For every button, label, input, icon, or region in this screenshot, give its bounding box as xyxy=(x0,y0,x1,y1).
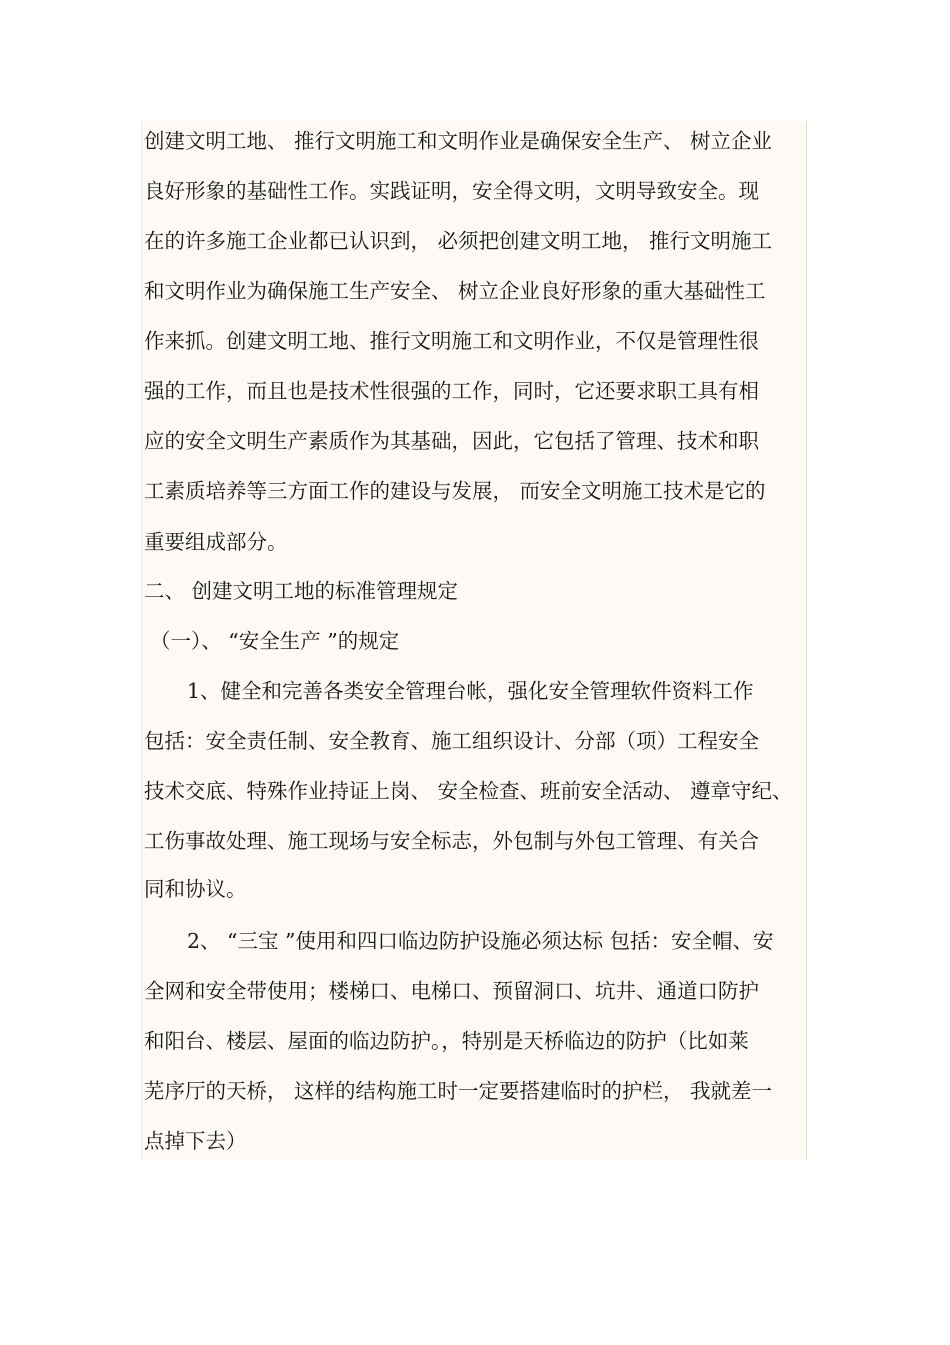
paragraph-line: 点掉下去） xyxy=(144,1129,247,1153)
paragraph-line: 和阳台、楼层、屋面的临边防护。，特别是天桥临边的防护（比如莱 xyxy=(144,1029,749,1053)
section-heading: 二、 创建文明工地的标准管理规定 xyxy=(144,579,459,603)
paragraph-line: 同和协议。 xyxy=(144,877,247,901)
paragraph-line: 强的工作，而且也是技术性很强的工作，同时，它还要求职工具有相 xyxy=(144,379,759,403)
paragraph-line: 包括：安全责任制、安全教育、施工组织设计、分部（项）工程安全 xyxy=(144,729,759,753)
list-item-heading: 1、健全和完善各类安全管理台帐，强化安全管理软件资料工作 xyxy=(187,679,754,703)
paragraph-line: 在的许多施工企业都已认识到， 必须把创建文明工地， 推行文明施工 xyxy=(144,229,773,253)
list-item-heading: 2、 “三宝 ”使用和四口临边防护设施必须达标 包括：安全帽、安 xyxy=(187,929,774,953)
paragraph-line: 应的安全文明生产素质作为其基础，因此，它包括了管理、技术和职 xyxy=(144,429,759,453)
paragraph-line: 良好形象的基础性工作。实践证明，安全得文明，文明导致安全。现 xyxy=(144,179,759,203)
paragraph-line: 重要组成部分。 xyxy=(144,530,288,554)
paragraph-line: 作来抓。创建文明工地、推行文明施工和文明作业，不仅是管理性很 xyxy=(144,329,759,353)
subsection-heading: （一）、 “安全生产 ”的规定 xyxy=(150,629,400,653)
paragraph-line: 工素质培养等三方面工作的建设与发展， 而安全文明施工技术是它的 xyxy=(144,479,766,503)
paragraph-line: 和文明作业为确保施工生产安全、 树立企业良好形象的重大基础性工 xyxy=(144,279,766,303)
paragraph-line: 工伤事故处理、施工现场与安全标志，外包制与外包工管理、有关合 xyxy=(144,829,759,853)
paragraph-line: 芜序厅的天桥， 这样的结构施工时一定要搭建临时的护栏， 我就差一 xyxy=(144,1079,773,1103)
paragraph-line: 创建文明工地、 推行文明施工和文明作业是确保安全生产、 树立企业 xyxy=(144,129,773,153)
paragraph-line: 全网和安全带使用；楼梯口、电梯口、预留洞口、坑井、通道口防护 xyxy=(144,979,759,1003)
paragraph-line: 技术交底、特殊作业持证上岗、 安全检查、班前安全活动、 遵章守纪、 xyxy=(144,779,793,803)
